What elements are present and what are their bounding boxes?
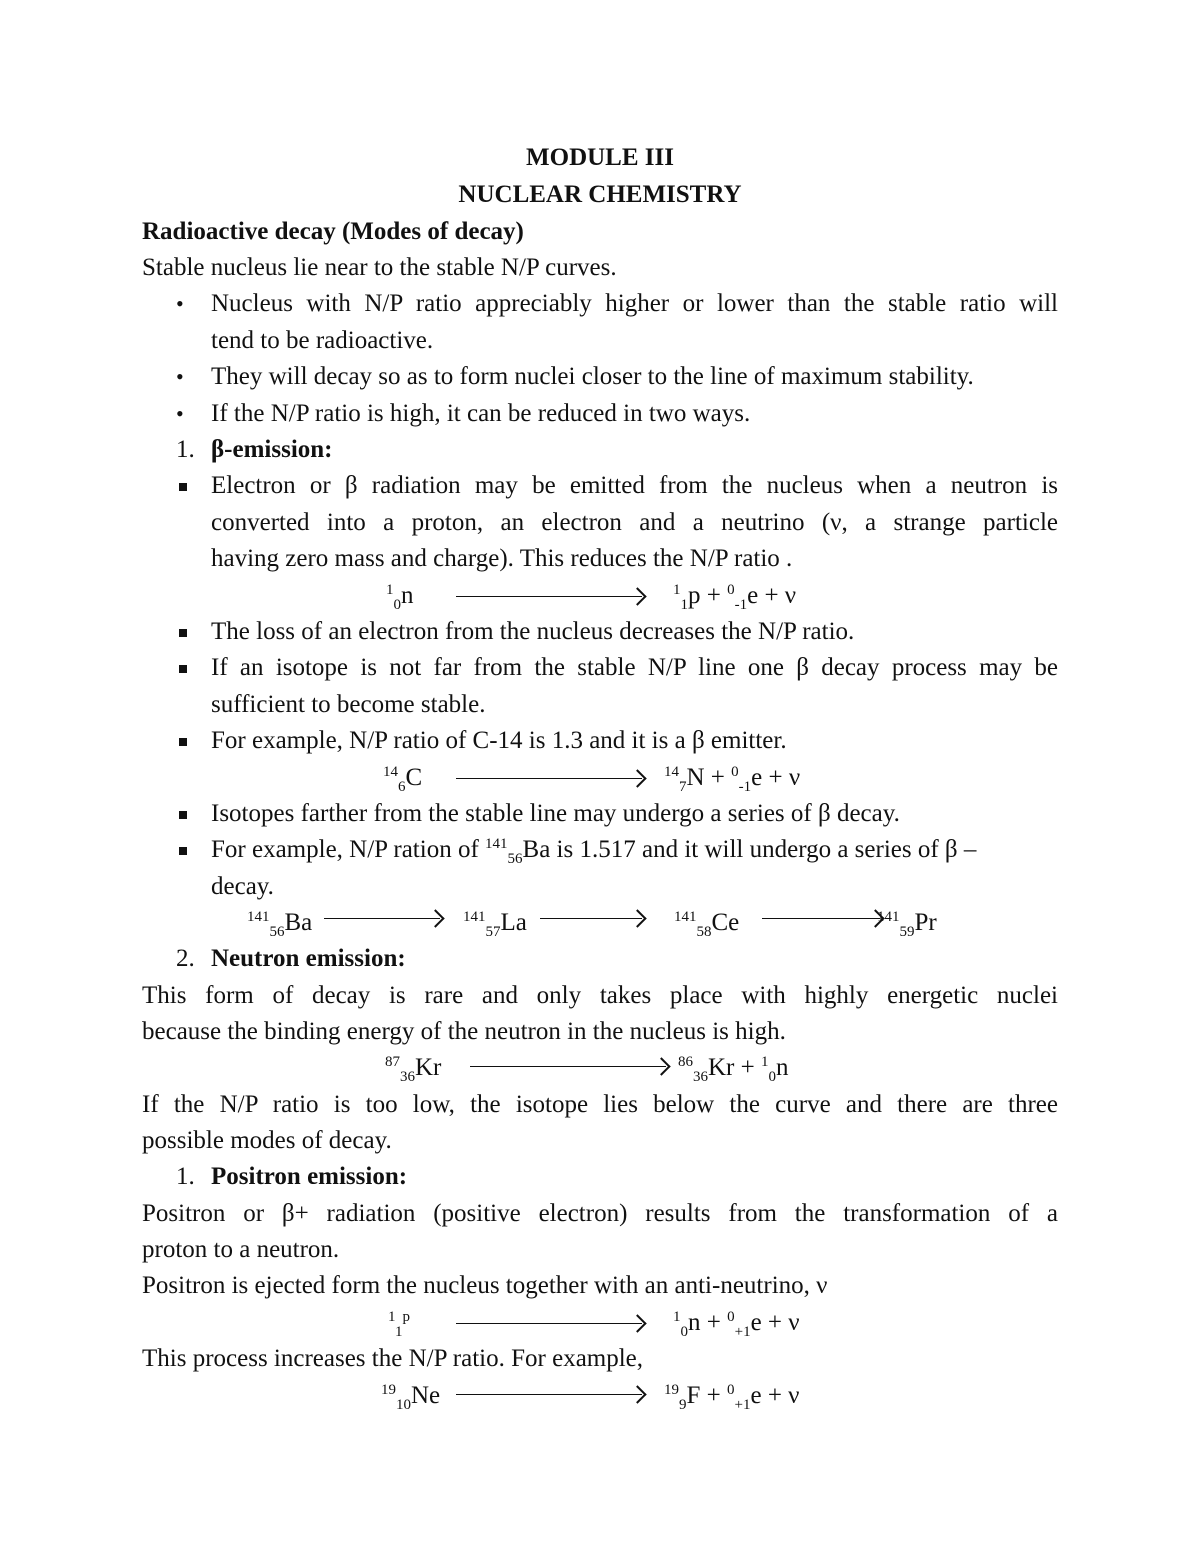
square-bullet	[179, 665, 187, 673]
paragraph-line: This form of decay is rare and only takes place with highly energetic nuclei	[142, 982, 1058, 1009]
bullet-text: If the N/P ratio is high, it can be reduced in two ways.	[211, 400, 751, 427]
bullet-dot: •	[176, 401, 184, 426]
bullet-text: tend to be radioactive.	[211, 327, 434, 354]
equation-species: $^{141}_{59}$Pr	[877, 909, 937, 940]
bullet-text: They will decay so as to form nuclei closer to the line of maximum stability.	[211, 363, 974, 390]
equation-species: $^{141}_{57}$La	[463, 909, 527, 940]
paragraph-line: The loss of an electron from the nucleus decreases the N/P ratio.	[211, 618, 855, 645]
paragraph-line: Electron or β radiation may be emitted from the nucleus when a neutron is	[211, 472, 1058, 499]
reaction-arrow	[456, 1394, 642, 1395]
equation-products: $^{19}_9$F + $^0_{+1}$e + ν	[664, 1382, 800, 1413]
equation-reactant: $^{87}_{36}$Kr	[385, 1054, 442, 1085]
paragraph-line: possible modes of decay.	[142, 1127, 392, 1154]
intro-text: Stable nucleus lie near to the stable N/P curves.	[142, 254, 617, 281]
paragraph-line: For example, N/P ratio of C-14 is 1.3 and it is a β emitter.	[211, 727, 787, 754]
equation-products: $^1_0$n + $^0_{+1}$e + ν	[673, 1309, 800, 1340]
equation-reactant: $^1_0$n	[386, 582, 414, 613]
paragraph-line: Positron is ejected form the nucleus together with an anti-neutrino, ν	[142, 1272, 828, 1299]
equation-products: $^{86}_{36}$Kr + $^1_0$n	[678, 1054, 789, 1085]
reaction-arrow	[470, 1066, 666, 1067]
equation-products: $^1_1$p + $^0_{-1}$e + ν	[673, 582, 797, 613]
equation-reactant: $^{19}_{10}$Ne	[381, 1382, 441, 1413]
equation-products: $^{14}_7$N + $^0_{-1}$e + ν	[664, 764, 801, 795]
subsection-heading: Neutron emission:	[211, 945, 406, 972]
reaction-arrow	[762, 918, 880, 919]
paragraph-line: decay.	[211, 873, 274, 900]
paragraph-line: If an isotope is not far from the stable N/P line one β decay process may be	[211, 654, 1058, 681]
square-bullet	[179, 811, 187, 819]
subsection-heading: β-emission:	[211, 436, 333, 463]
paragraph-line: proton to a neutron.	[142, 1236, 340, 1263]
reaction-arrow	[540, 918, 642, 919]
equation-species: $^{141}_{58}$Ce	[674, 909, 740, 940]
list-number: 2.	[176, 945, 195, 972]
paragraph-line: having zero mass and charge). This reduces the N/P ratio .	[211, 545, 793, 572]
bullet-dot: •	[176, 291, 184, 316]
square-bullet	[179, 738, 187, 746]
list-number: 1.	[176, 1163, 195, 1190]
paragraph-line: converted into a proton, an electron and a neutrino (ν, a strange particle	[211, 509, 1058, 536]
equation-species: $^{141}_{56}$Ba	[247, 909, 313, 940]
reaction-arrow	[324, 918, 440, 919]
page-title: NUCLEAR CHEMISTRY	[458, 181, 742, 208]
reaction-arrow	[456, 778, 642, 779]
square-bullet	[179, 847, 187, 855]
equation-reactant: $^{14}_6$C	[383, 764, 423, 795]
bullet-dot: •	[176, 364, 184, 389]
square-bullet	[179, 629, 187, 637]
subsection-heading: Positron emission:	[211, 1163, 408, 1190]
bullet-text: Nucleus with N/P ratio appreciably higher or lower than the stable ratio will	[211, 290, 1058, 317]
paragraph-line: sufficient to become stable.	[211, 691, 486, 718]
list-number: 1.	[176, 436, 195, 463]
paragraph-line: If the N/P ratio is too low, the isotope lies below the curve and there are three	[142, 1091, 1058, 1118]
paragraph-line: Positron or β+ radiation (positive electron) results from the transformation of a	[142, 1200, 1058, 1227]
module-title: MODULE III	[526, 144, 674, 171]
reaction-arrow	[456, 1323, 642, 1324]
paragraph-line: This process increases the N/P ratio. For example,	[142, 1345, 644, 1372]
section-heading: Radioactive decay (Modes of decay)	[142, 218, 524, 245]
reaction-arrow	[456, 596, 642, 597]
equation-reactant: $^1_1^p$	[388, 1309, 410, 1340]
square-bullet	[179, 483, 187, 491]
paragraph-line: Isotopes farther from the stable line may undergo a series of β decay.	[211, 800, 900, 827]
paragraph-line: because the binding energy of the neutron in the nucleus is high.	[142, 1018, 786, 1045]
paragraph-line: For example, N/P ration of $^{141}_{56}$Ba is 1.517 and it will undergo a series of β –	[211, 836, 977, 867]
